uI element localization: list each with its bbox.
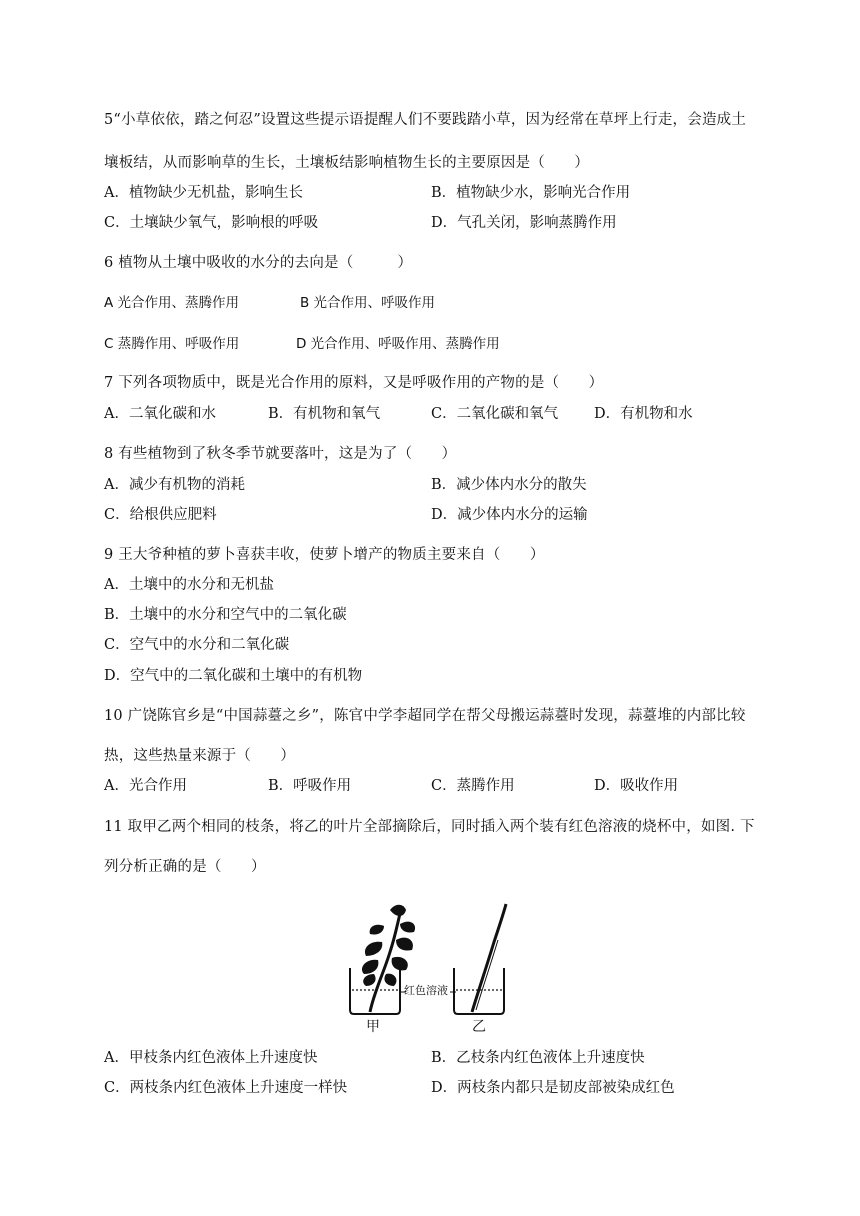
q8-stem: 8 有些植物到了秋冬季节就要落叶，这是为了（ ） <box>104 446 457 462</box>
q11-stem-line1: 11 取甲乙两个相同的枝条，将乙的叶片全部摘除后，同时插入两个装有红色溶液的烧杯中，如图. 下 <box>104 819 755 835</box>
q6-stem: 6 植物从土壤中吸收的水分的去向是（ ） <box>104 255 413 271</box>
q8-option-c: C．给根供应肥料 <box>104 507 217 523</box>
q11-option-c: C．两枝条内红色液体上升速度一样快 <box>104 1080 348 1096</box>
q9-option-d: D．空气中的二氧化碳和土壤中的有机物 <box>104 668 363 684</box>
q11-stem-line2: 列分析正确的是（ ） <box>104 859 266 875</box>
figure-label-yi: 乙 <box>472 1019 486 1035</box>
figure-label-solution: 红色溶液 <box>404 984 448 997</box>
q5-option-c: C．土壤缺少氧气，影响根的呼吸 <box>104 215 319 231</box>
q10-option-c: C．蒸腾作用 <box>431 778 515 794</box>
q10-stem-line1: 10 广饶陈官乡是“中国蒜薹之乡”，陈官中学李超同学在帮父母搬运蒜薹时发现，蒜薹堆的内部比较 <box>104 708 746 724</box>
q9-stem: 9 王大爷种植的萝卜喜获丰收，使萝卜增产的物质主要来自（ ） <box>104 547 545 563</box>
q7-option-c: C．二氧化碳和氧气 <box>431 406 559 422</box>
q7-stem: 7 下列各项物质中，既是光合作用的原料，又是呼吸作用的产物的是（ ） <box>104 375 604 391</box>
q8-option-b: B．减少体内水分的散失 <box>431 477 587 493</box>
q10-option-d: D．吸收作用 <box>594 778 679 794</box>
q6-option-b: B 光合作用、呼吸作用 <box>300 295 436 311</box>
q5-stem-line1: 5“小草依依，踏之何忍”设置这些提示语提醒人们不要践踏小草，因为经常在草坪上行走，会造成土 <box>104 112 747 128</box>
q5-stem-line2: 壤板结，从而影响草的生长，土壤板结影响植物生长的主要原因是（ ） <box>104 155 590 171</box>
branches-in-beakers-figure <box>344 902 524 1044</box>
q6-option-a: A 光合作用、蒸腾作用 <box>104 295 240 311</box>
figure-label-jia: 甲 <box>366 1019 380 1035</box>
q8-option-a: A．减少有机物的消耗 <box>104 477 245 493</box>
q6-option-d: D 光合作用、呼吸作用、蒸腾作用 <box>296 336 500 352</box>
q8-option-d: D．减少体内水分的运输 <box>431 507 588 523</box>
q7-option-d: D．有机物和水 <box>594 406 693 422</box>
q5-option-b: B．植物缺少水，影响光合作用 <box>431 185 631 201</box>
q9-option-c: C．空气中的水分和二氧化碳 <box>104 637 290 653</box>
q11-option-d: D．两枝条内都只是韧皮部被染成红色 <box>431 1080 675 1096</box>
q11-option-b: B．乙枝条内红色液体上升速度快 <box>431 1050 645 1066</box>
q10-option-b: B．呼吸作用 <box>268 778 352 794</box>
q11-option-a: A．甲枝条内红色液体上升速度快 <box>104 1050 318 1066</box>
q5-option-d: D．气孔关闭，影响蒸腾作用 <box>431 215 617 231</box>
q9-option-b: B．土壤中的水分和空气中的二氧化碳 <box>104 607 347 623</box>
q5-option-a: A．植物缺少无机盐，影响生长 <box>104 185 303 201</box>
q7-option-a: A．二氧化碳和水 <box>104 406 216 422</box>
q6-option-c: C 蒸腾作用、呼吸作用 <box>104 336 240 352</box>
bare-branch-yi <box>472 904 506 1012</box>
q9-option-a: A．土壤中的水分和无机盐 <box>104 577 274 593</box>
q10-option-a: A．光合作用 <box>104 778 187 794</box>
q10-stem-line2: 热，这些热量来源于（ ） <box>104 748 296 764</box>
q7-option-b: B．有机物和氧气 <box>268 406 381 422</box>
